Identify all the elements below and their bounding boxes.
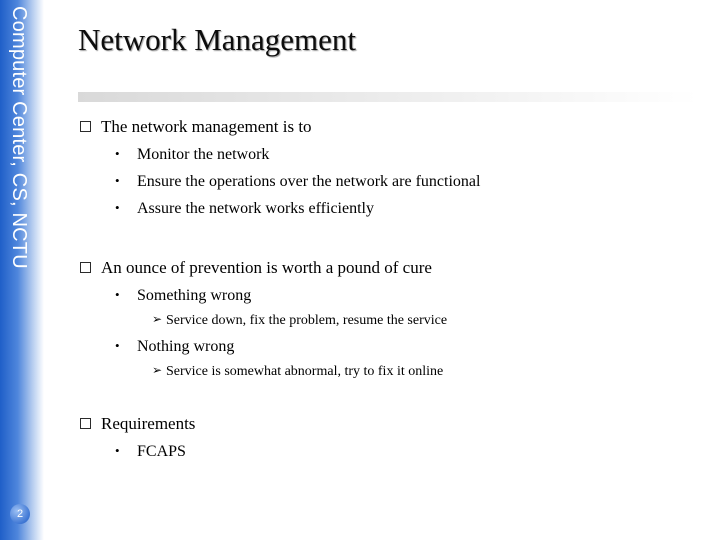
dot-bullet-icon: • — [115, 338, 120, 353]
hollow-square-icon — [80, 418, 91, 429]
section-heading-text: The network management is to — [101, 117, 312, 136]
page-number: 2 — [10, 504, 30, 524]
list-item-text: Ensure the operations over the network are functional — [137, 173, 481, 190]
arrow-bullet-icon: ➢ — [152, 312, 163, 326]
section-heading-text: Requirements — [101, 414, 196, 433]
list-item — [115, 146, 269, 164]
list-item — [115, 287, 251, 305]
list-item-text: Monitor the network — [137, 146, 270, 163]
list-item-text: FCAPS — [137, 443, 186, 460]
section-heading — [80, 414, 195, 434]
hollow-square-icon — [80, 121, 91, 132]
list-item — [115, 338, 234, 356]
dot-bullet-icon: • — [115, 443, 120, 458]
dot-bullet-icon: • — [115, 200, 120, 215]
sub-list-item — [152, 313, 447, 329]
sub-list-item-text: Service down, fix the problem, resume the service — [166, 313, 448, 328]
slide-title: Network Management — [78, 22, 357, 57]
sidebar-label: Computer Center, CS, NCTU — [8, 6, 30, 269]
section-heading-text: An ounce of prevention is worth a pound of cure — [101, 258, 432, 277]
list-item-text: Nothing wrong — [137, 338, 235, 355]
sub-list-item — [152, 364, 443, 380]
arrow-bullet-icon: ➢ — [152, 363, 163, 377]
list-item-text: Assure the network works efficiently — [137, 200, 374, 217]
dot-bullet-icon: • — [115, 287, 120, 302]
section-heading — [80, 258, 432, 278]
list-item — [115, 173, 480, 191]
sidebar — [0, 0, 44, 540]
title-underline — [78, 92, 698, 102]
dot-bullet-icon: • — [115, 173, 120, 188]
hollow-square-icon — [80, 262, 91, 273]
section-heading — [80, 117, 312, 137]
sub-list-item-text: Service is somewhat abnormal, try to fix it online — [166, 364, 444, 379]
list-item — [115, 200, 374, 218]
dot-bullet-icon: • — [115, 146, 120, 161]
list-item — [115, 443, 186, 461]
list-item-text: Something wrong — [137, 287, 252, 304]
